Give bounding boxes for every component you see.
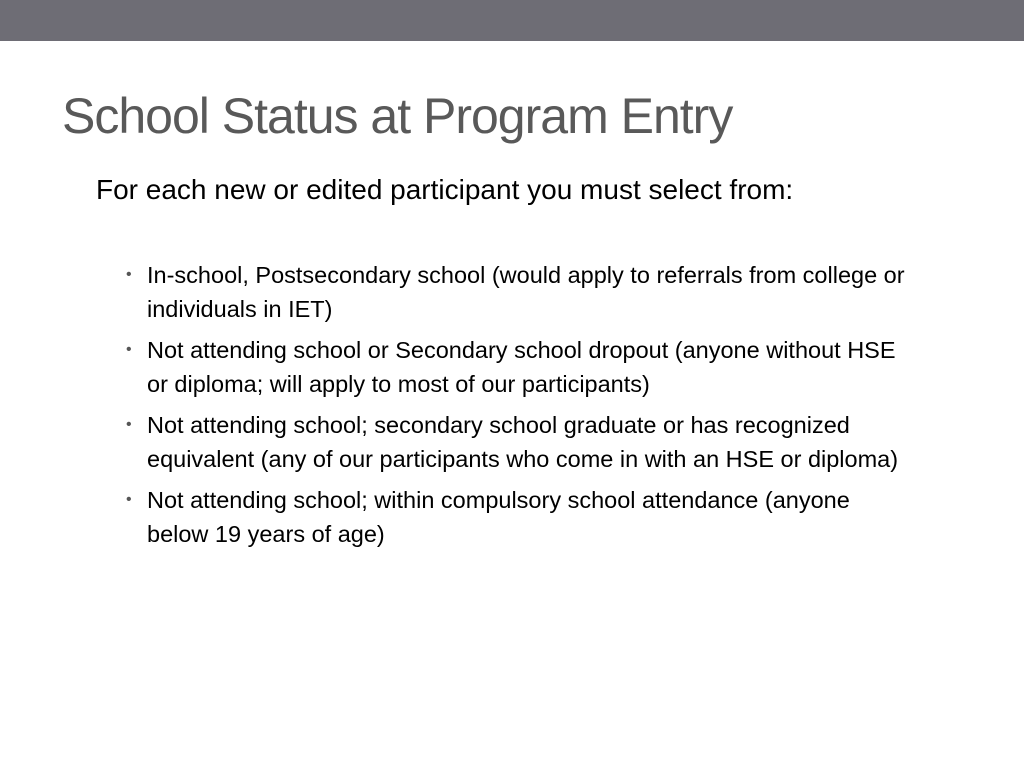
- bullet-item: [124, 258, 914, 326]
- intro-text: For each new or edited participant you must select from:: [96, 174, 794, 205]
- bullet-dot-icon: •: [126, 491, 132, 508]
- bullet-text: Not attending school; within compulsory school attendance (anyone below 19 years of age): [147, 487, 850, 547]
- bullet-dot-icon: •: [126, 341, 132, 358]
- bullet-text: Not attending school; secondary school graduate or has recognized equivalent (any of our participants who come in with an HSE or diploma): [147, 412, 899, 472]
- top-bar: [0, 0, 1024, 41]
- slide-title: School Status at Program Entry: [62, 88, 733, 144]
- bullet-item: [124, 333, 914, 401]
- bullet-item: [124, 408, 914, 476]
- bullet-item: [124, 483, 914, 551]
- bullet-dot-icon: •: [126, 416, 132, 433]
- bullet-dot-icon: •: [126, 266, 132, 283]
- bullet-list: [124, 258, 914, 558]
- bullet-text: Not attending school or Secondary school dropout (anyone without HSE or diploma; will apply to most of our participants): [147, 337, 896, 397]
- bullet-text: In-school, Postsecondary school (would apply to referrals from college or individuals in IET): [147, 262, 905, 322]
